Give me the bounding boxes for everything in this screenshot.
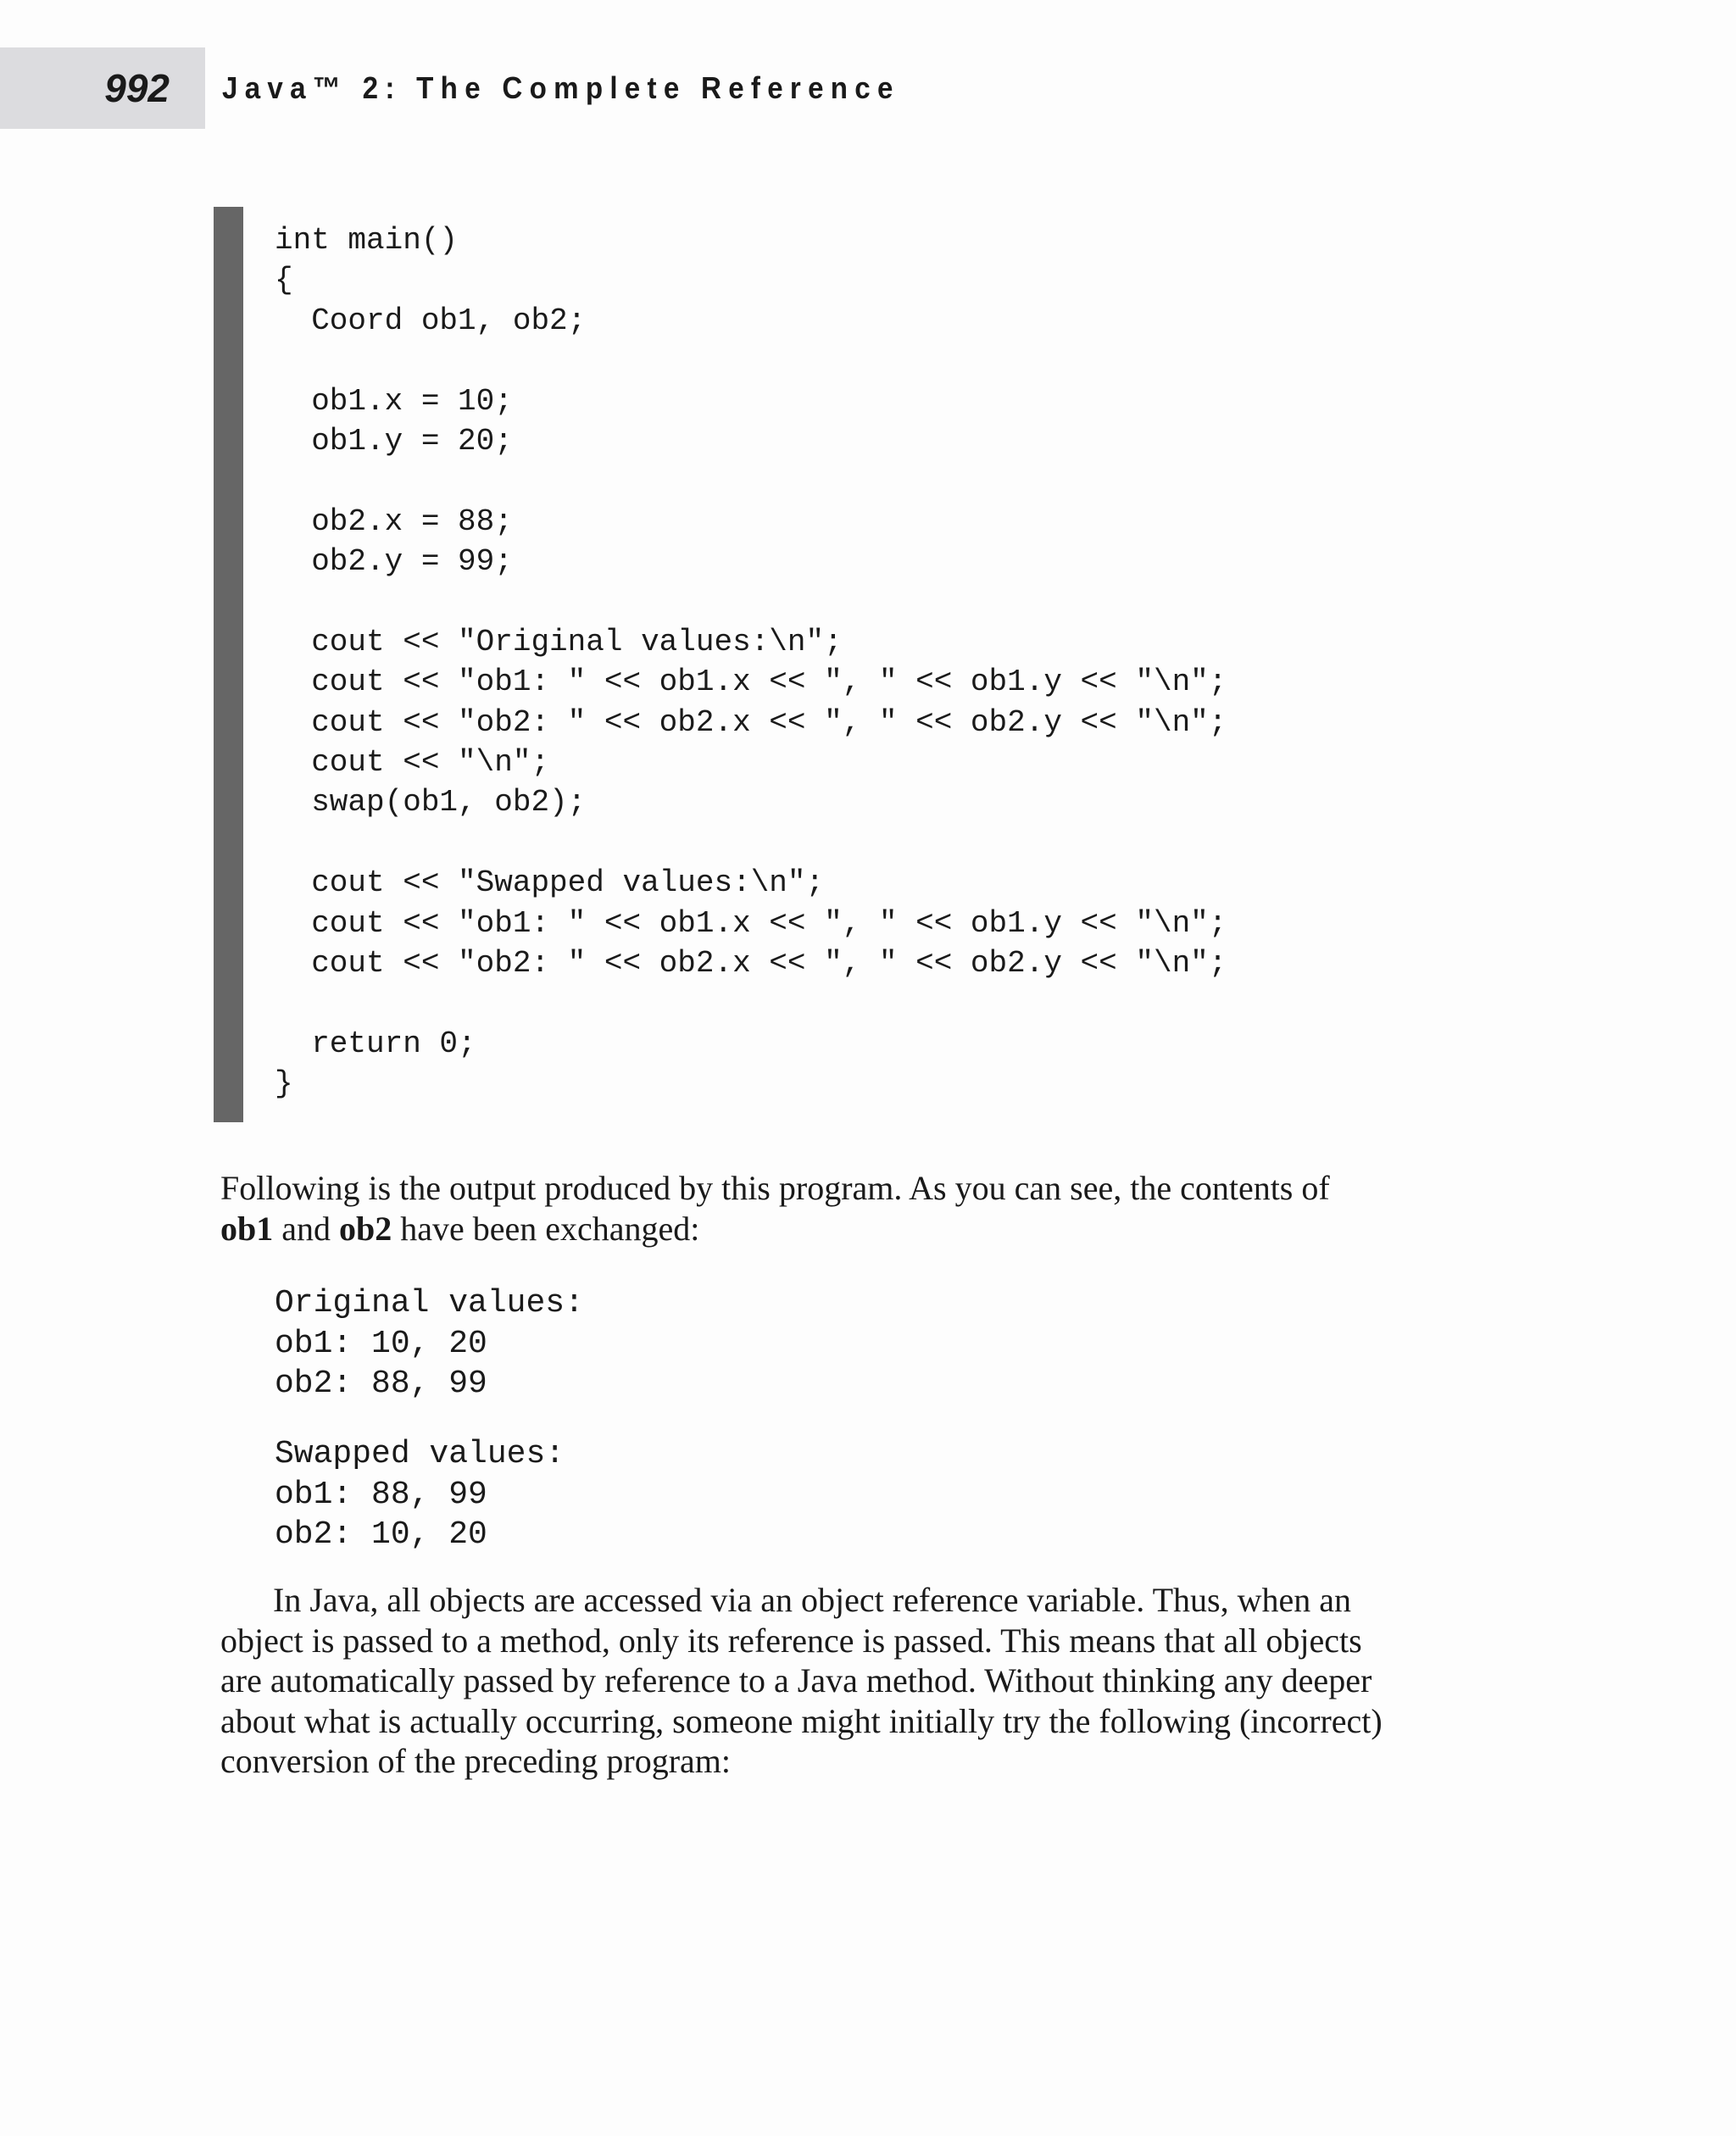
text-run: have been exchanged:: [392, 1209, 700, 1248]
code-line: swap(ob1, ob2);: [275, 785, 587, 820]
code-line: cout << "Original values:\n";: [275, 624, 843, 659]
code-line: [275, 582, 1227, 622]
output-line: ob1: 10, 20: [275, 1325, 487, 1362]
code-line: ob2.y = 99;: [275, 544, 513, 580]
code-listing-bar: [214, 207, 243, 1122]
code-line: {: [275, 263, 293, 298]
paragraph-line: [220, 1209, 1492, 1249]
text-run: and: [273, 1209, 340, 1248]
body-paragraph-output-intro: [220, 1168, 1492, 1249]
paragraph-line: Following is the output produced by this program. As you can see, the contents of: [220, 1169, 1330, 1207]
code-line: cout << "ob1: " << ob1.x << ", " << ob1.y << "\n";: [275, 905, 1227, 941]
text-run: In Java, all objects are accessed via an object reference variable. Thus, when an: [273, 1581, 1351, 1619]
code-line: cout << "Swapped values:\n";: [275, 865, 825, 901]
code-term-ob1: ob1: [220, 1209, 274, 1248]
code-line: cout << "ob2: " << ob2.x << ", " << ob2.y << "\n";: [275, 946, 1227, 982]
page-number-box: [0, 47, 205, 129]
code-line: [275, 461, 1227, 501]
output-line: ob1: 88, 99: [275, 1476, 487, 1513]
code-line: cout << "\n";: [275, 745, 550, 781]
page-number: 992: [104, 66, 170, 110]
code-term-ob2: ob2: [339, 1209, 392, 1248]
output-line: ob2: 88, 99: [275, 1366, 487, 1402]
running-head: Java™ 2: The Complete Reference: [222, 70, 900, 105]
code-line: int main(): [275, 223, 459, 258]
output-line: Original values:: [275, 1285, 584, 1321]
code-line: ob1.x = 10;: [275, 383, 513, 419]
code-line: [275, 341, 1227, 381]
code-line: ob2.x = 88;: [275, 503, 513, 539]
code-line: Coord ob1, ob2;: [275, 303, 587, 338]
code-line: cout << "ob1: " << ob1.x << ", " << ob1.y << "\n";: [275, 665, 1227, 700]
program-output-original: [275, 1283, 584, 1405]
code-line: cout << "ob2: " << ob2.x << ", " << ob2.y << "\n";: [275, 704, 1227, 740]
code-line: [275, 823, 1227, 863]
paragraph-line: object is passed to a method, only its reference is passed. This means that all objects: [220, 1621, 1362, 1660]
code-line: return 0;: [275, 1026, 476, 1061]
program-output-swapped: [275, 1434, 565, 1555]
paragraph-line: are automatically passed by reference to a Java method. Without thinking any deeper: [220, 1661, 1372, 1699]
output-line: Swapped values:: [275, 1436, 565, 1472]
code-line: [275, 983, 1227, 1023]
paragraph-line: [220, 1580, 1492, 1621]
body-paragraph-java-references: [220, 1580, 1492, 1782]
output-line: ob2: 10, 20: [275, 1516, 487, 1553]
paragraph-line: conversion of the preceding program:: [220, 1742, 732, 1780]
code-line: }: [275, 1066, 293, 1102]
code-line: ob1.y = 20;: [275, 423, 513, 459]
code-listing: [275, 220, 1227, 1104]
paragraph-line: about what is actually occurring, someone might initially try the following (incorrect): [220, 1701, 1383, 1740]
